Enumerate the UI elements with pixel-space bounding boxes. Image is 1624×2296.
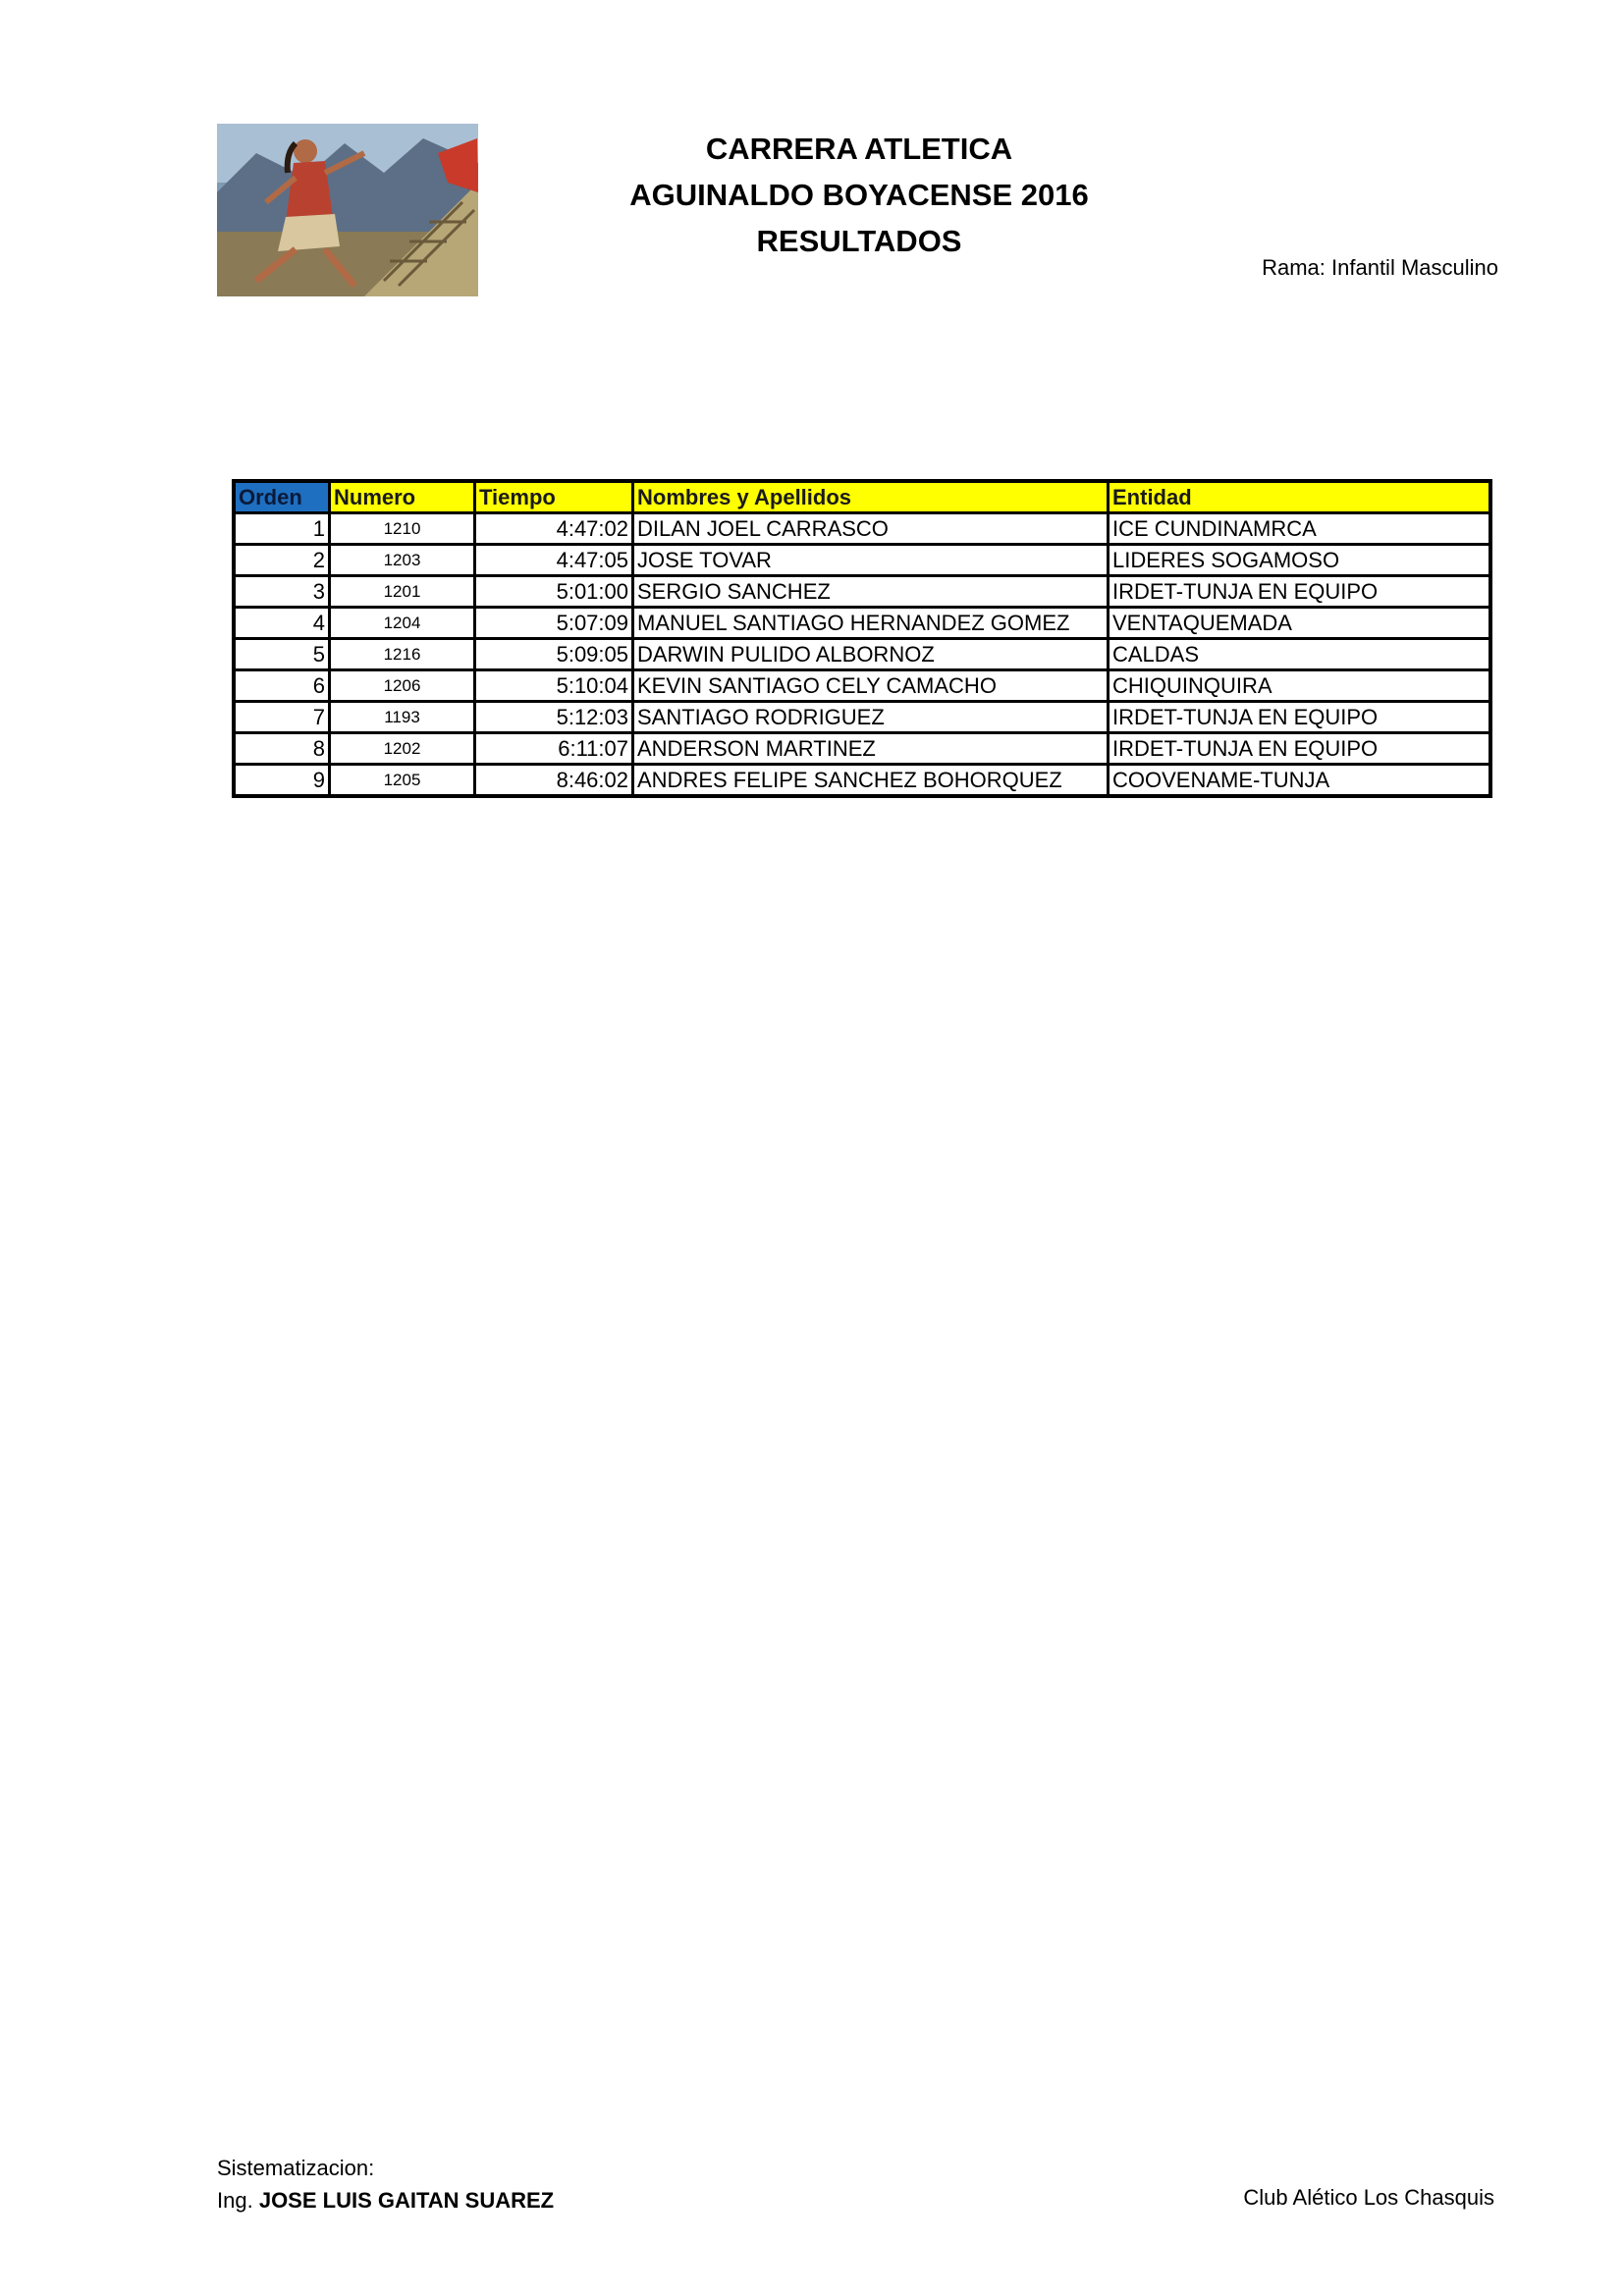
credits-line	[217, 2184, 554, 2216]
cell-tiempo: 5:12:03	[475, 702, 633, 733]
cell-nombre: ANDERSON MARTINEZ	[633, 733, 1109, 765]
cell-entidad: IRDET-TUNJA EN EQUIPO	[1109, 733, 1491, 765]
cell-nombre: SANTIAGO RODRIGUEZ	[633, 702, 1109, 733]
cell-numero: 1205	[330, 765, 475, 797]
table-row	[234, 733, 1490, 765]
table-row	[234, 670, 1490, 702]
club-name: Club Alético Los Chasquis	[1243, 2185, 1494, 2210]
category-label	[1262, 255, 1498, 281]
cell-nombre: SERGIO SANCHEZ	[633, 576, 1109, 608]
table-row	[234, 765, 1490, 797]
cell-nombre: DARWIN PULIDO ALBORNOZ	[633, 639, 1109, 670]
column-header-nombres: Nombres y Apellidos	[633, 481, 1109, 513]
table-row	[234, 639, 1490, 670]
cell-tiempo: 5:10:04	[475, 670, 633, 702]
cell-tiempo: 8:46:02	[475, 765, 633, 797]
cell-orden: 9	[234, 765, 330, 797]
cell-entidad: CHIQUINQUIRA	[1109, 670, 1491, 702]
column-header-tiempo: Tiempo	[475, 481, 633, 513]
cell-entidad: LIDERES SOGAMOSO	[1109, 545, 1491, 576]
table-row	[234, 608, 1490, 639]
cell-entidad: IRDET-TUNJA EN EQUIPO	[1109, 576, 1491, 608]
cell-numero: 1210	[330, 513, 475, 545]
rama-label: Rama:	[1262, 255, 1326, 280]
table-row	[234, 702, 1490, 733]
cell-nombre: JOSE TOVAR	[633, 545, 1109, 576]
table-row	[234, 545, 1490, 576]
title-line-1: CARRERA ATLETICA	[705, 132, 1013, 166]
cell-entidad: CALDAS	[1109, 639, 1491, 670]
table-row	[234, 513, 1490, 545]
runner-logo-image	[217, 124, 478, 296]
cell-orden: 5	[234, 639, 330, 670]
column-header-orden: Orden	[234, 481, 330, 513]
cell-nombre: ANDRES FELIPE SANCHEZ BOHORQUEZ	[633, 765, 1109, 797]
cell-numero: 1193	[330, 702, 475, 733]
cell-numero: 1201	[330, 576, 475, 608]
sistematizacion-label: Sistematizacion:	[217, 2156, 375, 2180]
document-title	[550, 126, 1168, 264]
cell-orden: 8	[234, 733, 330, 765]
cell-numero: 1206	[330, 670, 475, 702]
ing-prefix: Ing.	[217, 2188, 253, 2213]
cell-entidad: VENTAQUEMADA	[1109, 608, 1491, 639]
cell-numero: 1204	[330, 608, 475, 639]
cell-orden: 7	[234, 702, 330, 733]
column-header-entidad: Entidad	[1109, 481, 1491, 513]
cell-tiempo: 5:01:00	[475, 576, 633, 608]
column-header-numero: Numero	[330, 481, 475, 513]
cell-tiempo: 4:47:05	[475, 545, 633, 576]
cell-tiempo: 4:47:02	[475, 513, 633, 545]
title-line-2: AGUINALDO BOYACENSE 2016	[629, 178, 1089, 212]
title-line-3: RESULTADOS	[756, 224, 962, 258]
cell-orden: 4	[234, 608, 330, 639]
table-header-row	[234, 481, 1490, 513]
cell-orden: 1	[234, 513, 330, 545]
cell-orden: 2	[234, 545, 330, 576]
cell-orden: 3	[234, 576, 330, 608]
rama-value: Infantil Masculino	[1331, 255, 1498, 280]
cell-numero: 1203	[330, 545, 475, 576]
cell-tiempo: 6:11:07	[475, 733, 633, 765]
cell-numero: 1202	[330, 733, 475, 765]
cell-tiempo: 5:07:09	[475, 608, 633, 639]
cell-entidad: IRDET-TUNJA EN EQUIPO	[1109, 702, 1491, 733]
cell-nombre: MANUEL SANTIAGO HERNANDEZ GOMEZ	[633, 608, 1109, 639]
footer-credits	[217, 2152, 554, 2216]
cell-tiempo: 5:09:05	[475, 639, 633, 670]
table-row	[234, 576, 1490, 608]
cell-nombre: KEVIN SANTIAGO CELY CAMACHO	[633, 670, 1109, 702]
cell-entidad: COOVENAME-TUNJA	[1109, 765, 1491, 797]
ing-name: JOSE LUIS GAITAN SUAREZ	[258, 2188, 555, 2213]
cell-orden: 6	[234, 670, 330, 702]
cell-numero: 1216	[330, 639, 475, 670]
results-table	[232, 479, 1492, 798]
cell-nombre: DILAN JOEL CARRASCO	[633, 513, 1109, 545]
cell-entidad: ICE CUNDINAMRCA	[1109, 513, 1491, 545]
runner-illustration-icon	[217, 124, 478, 296]
